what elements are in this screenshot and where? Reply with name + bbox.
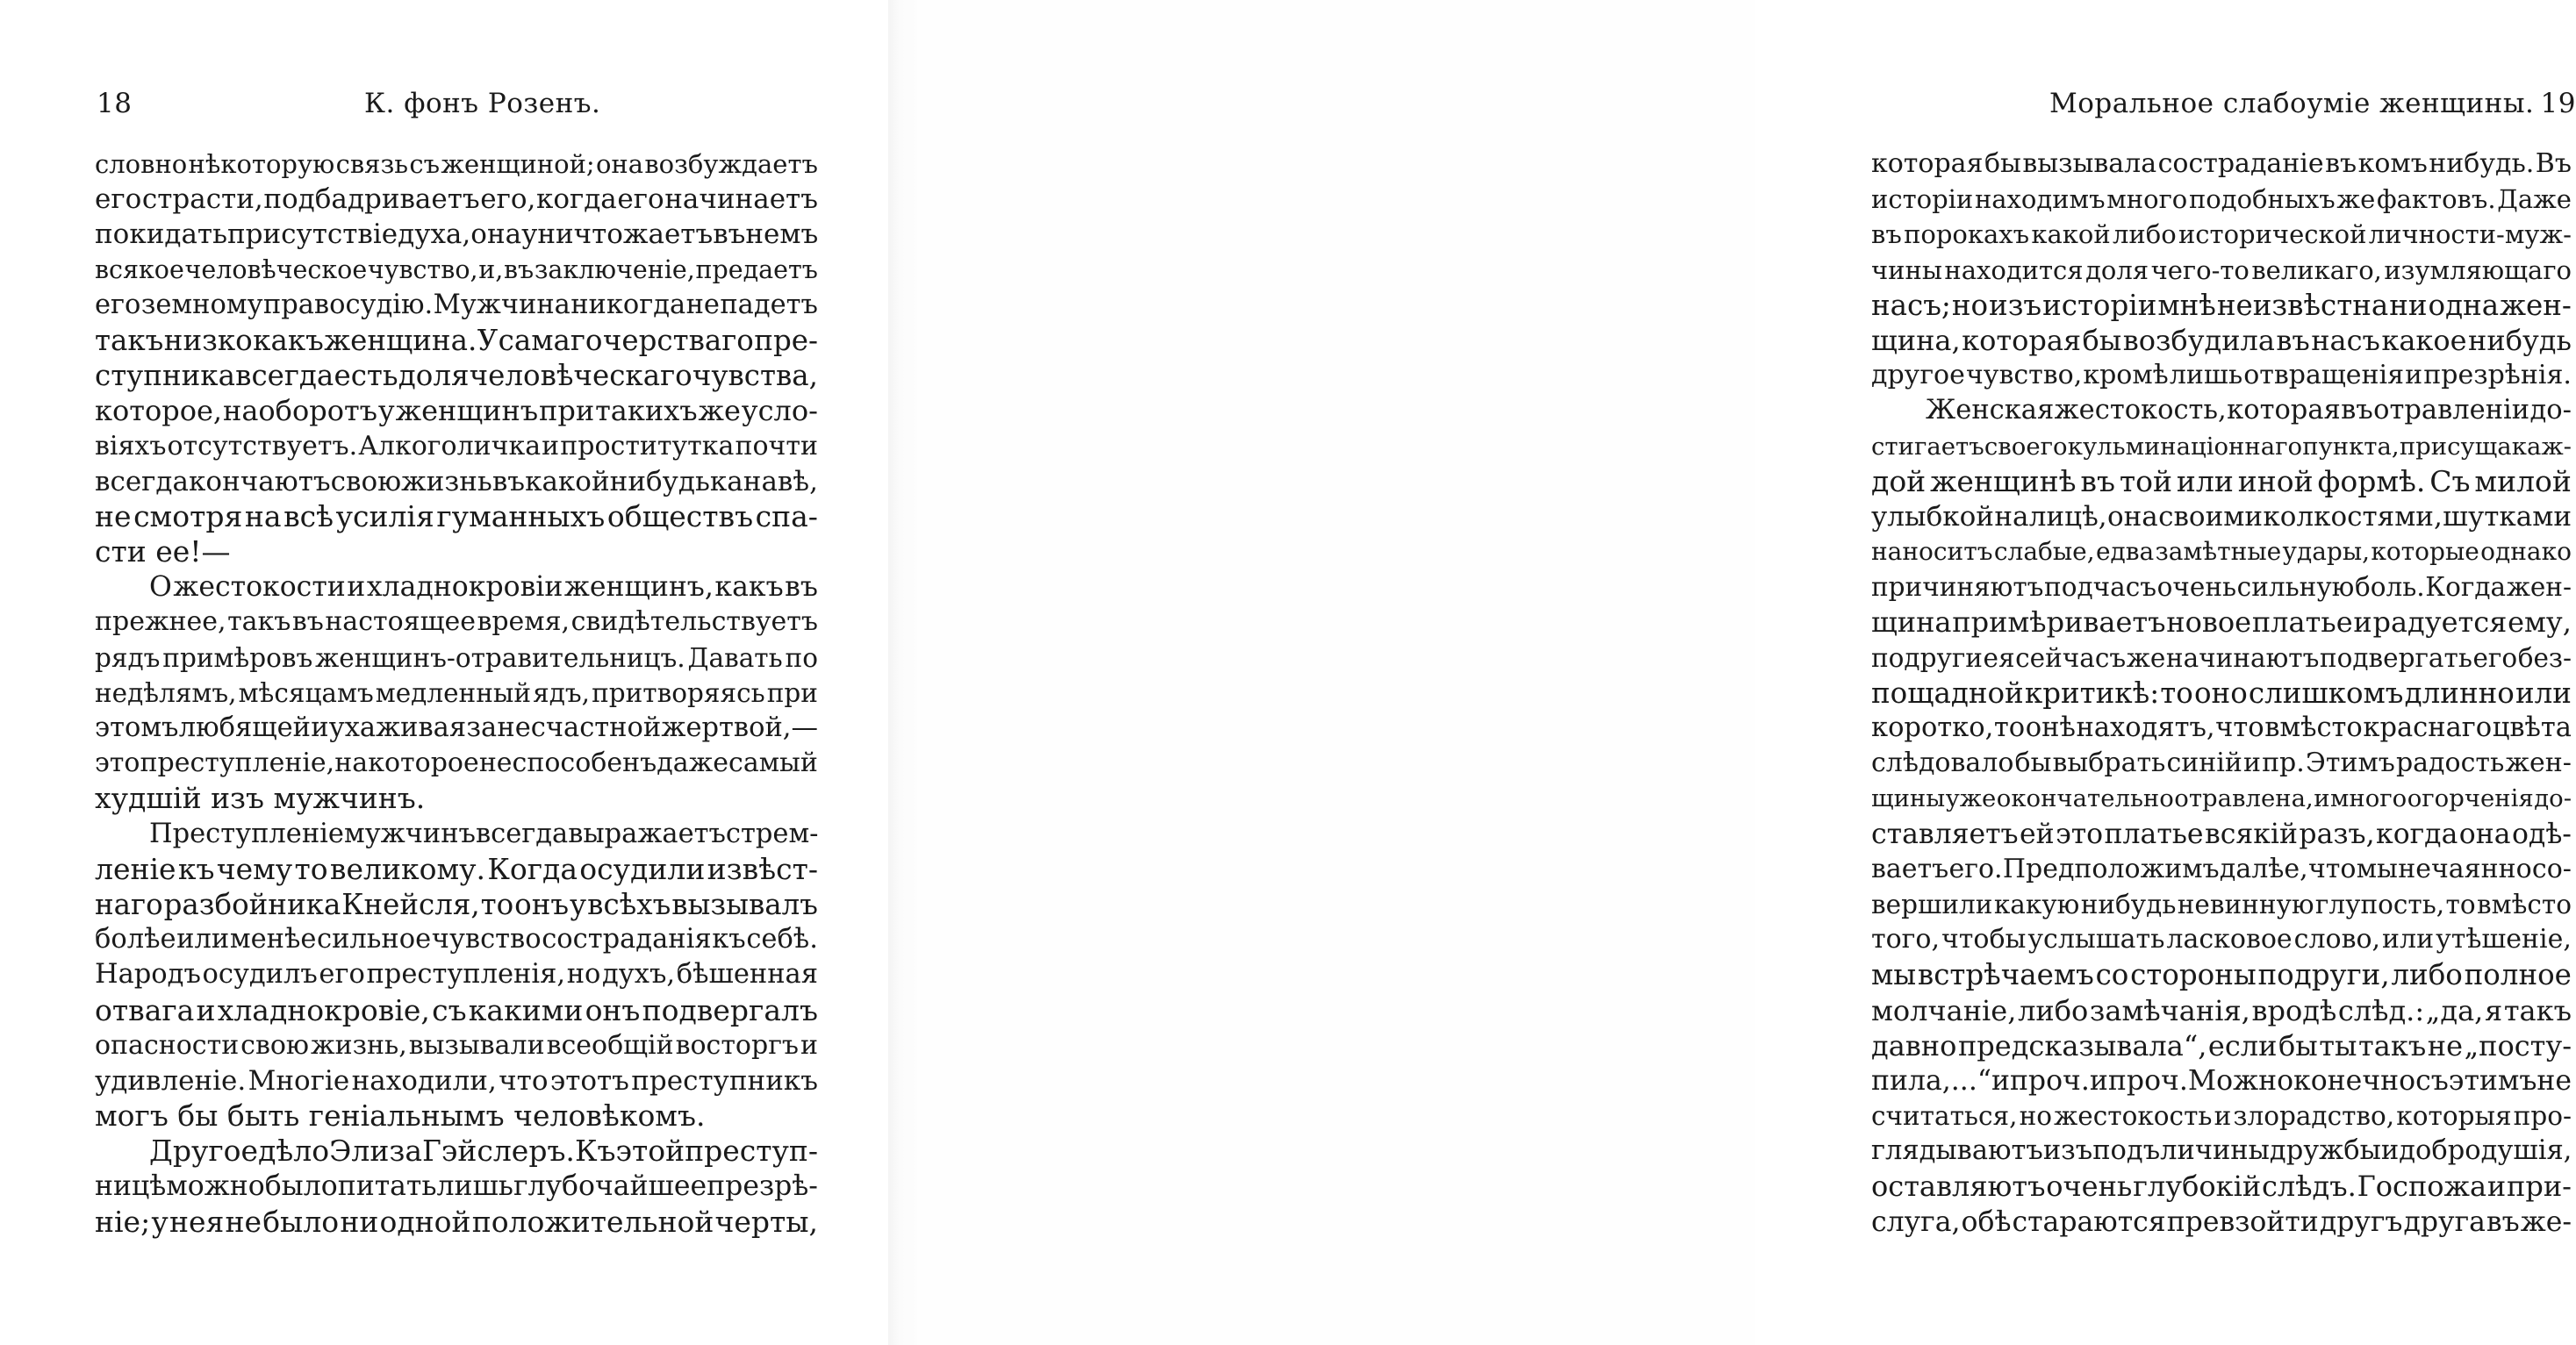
text-line: могъ бы быть геніальнымъ человѣкомъ. — [95, 1098, 706, 1134]
text-line: Народъ осудилъ его преступленія, но духъ, бѣшенная — [95, 959, 818, 991]
text-line: худшій изъ мужчинъ. — [95, 781, 426, 816]
text-line: прежнее, такъ въ настоящее время, свидѣтельствуетъ — [95, 606, 818, 638]
text-line: Преступленіе мужчинъ всегда выражаетъ стрем- — [149, 818, 819, 849]
text-line: которое, наоборотъ у женщинъ при такихъ же усло- — [95, 394, 818, 428]
text-line: Другое дѣло Элиза Гэйслеръ. Къ этой преступ- — [149, 1134, 819, 1169]
text-line: это преступленіе, на которое неспособенъ даже самый — [95, 748, 818, 779]
right-page-text — [1871, 147, 2572, 1240]
text-line: насъ; но изъ исторіи мнѣ неизвѣстна ни одна жен- — [1871, 288, 2572, 322]
text-line: подруги ея сейчасъ же начинаютъ подвергать его без- — [1871, 642, 2572, 673]
left-page — [0, 0, 888, 1345]
text-line: ступника всегда есть доля человѣческаго чувства, — [95, 359, 818, 393]
text-line: другое чувство, кромѣ лишь отвращенія и презрѣнія. — [1871, 360, 2572, 391]
text-line: такъ низко какъ женщина. У самаго черстваго пре- — [95, 323, 818, 357]
text-line: считаться, но жестокость и злорадство, которыя про- — [1871, 1101, 2572, 1132]
text-line: глядываютъ изъ подъ личины дружбы и добродушія, — [1871, 1135, 2572, 1167]
right-running-title: Моральное слабоуміе женщины. — [2049, 88, 2535, 119]
right-running-head — [2049, 88, 2576, 132]
text-line: наго разбойника Кнейсля, то онъ у всѣхъ вызывалъ — [95, 887, 818, 921]
text-line: дой женщинѣ въ той или иной формѣ. Съ милой — [1871, 463, 2572, 498]
text-line: наноситъ слабые, едва замѣтные удары, которые однако — [1871, 537, 2572, 567]
text-line: щина, которая бы возбудила въ насъ какое нибудь — [1871, 323, 2572, 357]
text-line: слѣдовало бы выбрать синій и пр. Этимъ радость жен- — [1871, 748, 2572, 779]
text-line: словно нѣкоторую связь съ женщиной; она возбуждаетъ — [95, 149, 818, 179]
text-line: ницѣ можно было питать лишь глубочайшее презрѣ- — [95, 1170, 818, 1203]
left-page-number: 18 — [97, 88, 133, 119]
text-line: О жестокости и хладнокровіи женщинъ, какъ въ — [149, 571, 818, 604]
text-line: леніе къ чему то великому. Когда осудили извѣст- — [95, 851, 818, 886]
text-line: этомъ любящей и ухаживая за несчастной жертвой,— — [95, 712, 818, 743]
text-line: ніе; у нея не было ни одной положительной черты, — [95, 1204, 818, 1239]
text-line: покидать присутствіе духа, она уничтожаетъ въ немъ — [95, 218, 819, 251]
text-line: рядъ примѣровъ женщинъ-отравительницъ. Давать по — [95, 642, 818, 673]
text-line: всякое человѣческое чувство, и, въ заключеніе, предаетъ — [95, 254, 818, 284]
text-line: сти ее!— — [95, 534, 231, 569]
text-line: щины уже окончательно отравлена, и много огорченія до- — [1871, 784, 2572, 813]
text-line: болѣе или менѣе сильное чувство состраданія къ себѣ. — [95, 924, 818, 955]
text-line: слуга, обѣ стараются превзойти другъ друга въ же- — [1871, 1205, 2572, 1238]
text-line: ваетъ его. Предположимъ далѣе, что мы нечаянно со- — [1871, 853, 2572, 884]
text-line: его земному правосудію. Мужчина никогда не падетъ — [95, 289, 818, 320]
right-page-number: 19 — [2540, 88, 2576, 119]
text-line: недѣлямъ, мѣсяцамъ медленный ядъ, притворяясь при — [95, 677, 818, 708]
text-line: пощадной критикѣ: то оно слишкомъ длинно или — [1871, 676, 2572, 710]
text-line: исторіи находимъ много подобныхъ же фактовъ. Даже — [1871, 184, 2572, 215]
text-line: всегда кончаютъ свою жизнь въ какой нибудь канавѣ, — [95, 465, 818, 497]
text-line: улыбкой на лицѣ, она своими колкостями, шутками — [1871, 500, 2572, 533]
text-line: мы встрѣчаемъ со стороны подруги, либо полное — [1871, 958, 2572, 992]
text-line: въ порокахъ какой либо исторической личности-муж- — [1871, 219, 2572, 250]
text-line: удивленіе. Многіе находили, что этотъ преступникъ — [95, 1064, 818, 1097]
text-line: молчаніе, либо замѣчанія, вродѣ слѣд.: „да, я такъ — [1871, 993, 2572, 1027]
text-line: стигаетъ своего кульминаціоннаго пункта, присуща каж- — [1871, 432, 2572, 461]
text-line: не смотря на всѣ усилія гуманныхъ обществъ спа- — [95, 498, 818, 533]
left-running-head — [97, 88, 816, 132]
text-line: отвага и хладнокровіе, съ какими онъ подвергалъ — [95, 992, 818, 1027]
text-line: опасности свою жизнь, вызывали всеобщій восторгъ и — [95, 1029, 818, 1061]
text-line: Женская жестокость, которая въ отравленіи до- — [1926, 395, 2572, 426]
text-line: чины находится доля чего-то великаго, изумляющаго — [1871, 254, 2572, 285]
text-line: вершили какую нибудь невинную глупость, то вмѣсто — [1871, 889, 2572, 919]
right-page — [917, 0, 2576, 1345]
text-line: щина примѣриваетъ новое платье и радуется ему, — [1871, 605, 2572, 640]
text-line: оставляютъ очень глубокій слѣдъ. Госпожа и при- — [1871, 1170, 2572, 1204]
text-line: пила,...“ и проч. и проч. Можно конечно съ этимъ не — [1871, 1064, 2572, 1097]
left-page-text — [95, 147, 818, 1240]
text-line: коротко, то онѣ находятъ, что вмѣсто краснаго цвѣта — [1871, 712, 2572, 743]
book-gutter — [888, 0, 917, 1345]
text-line: того, чтобы услышать ласковое слово, или утѣшеніе, — [1871, 924, 2572, 955]
text-line: давно предсказывала“, если бы ты такъ не „посту- — [1871, 1028, 2572, 1062]
text-line: ставляетъ ей это платье всякій разъ, когда она одѣ- — [1871, 818, 2572, 850]
left-running-title: К. фонъ Розенъ. — [364, 88, 601, 119]
text-line: которая бы вызывала состраданіе въ комъ нибудь. Въ — [1871, 148, 2572, 179]
text-line: его страсти, подбадриваетъ его, когда его начинаетъ — [95, 183, 818, 216]
text-line: віяхъ отсутствуетъ. Алкоголичка и проститутка почти — [95, 430, 818, 461]
text-line: причиняютъ подчасъ очень сильную боль. Когда жен- — [1871, 572, 2572, 603]
